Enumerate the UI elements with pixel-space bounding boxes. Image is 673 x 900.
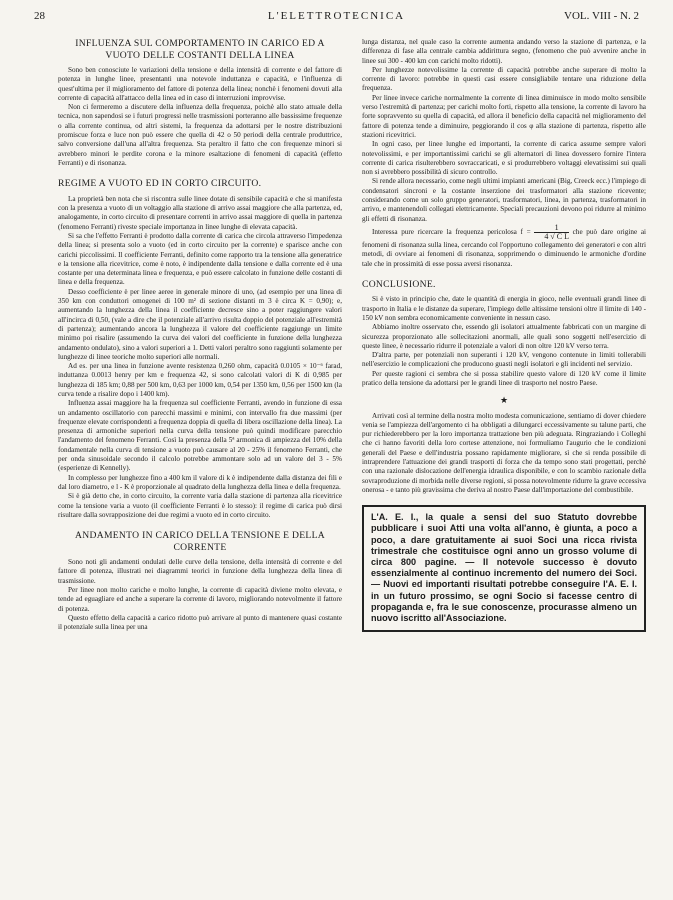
paragraph: Arrivati così al termine della nostra molto modesta comunicazione, sentiamo di dover chiedere venia se l'ampiezza dell'argomento ci ha obbligati a dilungarci eccessivamente su talune parti, che pur richiederebbero per la loro importanza trattazione ben più adeguata. Ringraziando i Colleghi che ci hanno favoriti della loro cortese attenzione, noi formuliamo l'augurio che le condizioni generali del Paese e dell'industria possano rapidamente migliorare, sì che si renda possibile di intraprendere l'attuazione dei grandi trasporti di forza che da tempo sono stati progettati, perchè con una razionale dislocazione dell'energia idraulica disponibile, e con lo scambio razionale della sovraproduzione di morbida nelle diverse regioni, si possa notevolmente ridurre la grave eccessiva onerosa - e tanto più gravissima che deriva al nostro Paese dall'importazione del combustibile. xyxy=(362,411,646,494)
section-title: REGIME A VUOTO ED IN CORTO CIRCUITO. xyxy=(58,178,262,190)
page-number: 28 xyxy=(34,10,45,22)
paragraph: Sono ben conosciute le variazioni della tensione e della intensità di corrente e del fattore di potenza in lunghe linee, presentanti una notevole induttanza e capacità, e l'influenza di quest'ultima per il miglioramento del fattore di potenza della linea; nonchè i fenomeni dovuti alla corrente di capacità all'attacco della linea ed in caso di interruzioni improvvise. xyxy=(58,66,342,102)
paragraph: Per linee non molto cariche e molto lunghe, la corrente di capacità diviene molto elevata, e tende ad eguagliare ed anche a superare la corrente di lavoro, migliorando notevolmente il fattore di potenza. xyxy=(58,586,342,613)
paragraph: Per queste ragioni ci sembra che si possa stabilire questo valore di 120 kV come il limite pratico della tensione da adottarsi per le grandi linee di trasporto nel nostro Paese. xyxy=(362,369,646,387)
section-title: INFLUENZA SUL COMPORTAMENTO IN CARICO ED A VUOTO DELLE COSTANTI DELLA LINEA xyxy=(75,38,325,61)
formula-denominator: 4 √ C L xyxy=(544,231,569,241)
paragraph: Si è visto in principio che, date le quantità di energia in gioco, nelle eventuali grandi linee di trasporto in Italia e le distanze da superare, l'impiego delle altissime tensioni oltre il limite di 140 - 150 kV non sembra economicamente conveniente in nessun caso. xyxy=(362,295,646,322)
section-title: CONCLUSIONE. xyxy=(362,278,436,290)
paragraph: Questo effetto della capacità a carico ridotto può arrivare al punto di mantenere quasi costante il potenziale sulla linea per una xyxy=(58,613,342,632)
paragraph: Influenza assai maggiore ha la frequenza sul coefficiente Ferranti, avendo in funzione di essa un andamento oscillatorio con parecchi massimi e minimi, con intervallo fra due massimi (per frequenze elevate corrispondenti a frequenza doppia di quella di libera oscillazione della linea). La presenza di armoniche superiori nella curva della tensione può quindi modificare parecchio l'andamento del fenomeno Ferranti. Così la presenza della 5ª armonica di ampiezza del 10% della fondamentale nella curva di tensione a vuoto può causare al 20 - 25% il fenomeno Ferranti, che per onda sinusoidale secondo il calcolo potrebbe ammontare solo ad un valore del 3 - 5% (esperienze di Kennelly). xyxy=(58,399,342,473)
paragraph: Per lunghezze notevolissime la corrente di capacità potrebbe anche superare di molto la corrente di lavoro: potrebbe in questi casi essere consigliabile tentare una riduzione della frequenza. xyxy=(362,65,646,93)
running-header xyxy=(34,10,639,26)
star-separator: ★ xyxy=(499,395,509,406)
paragraph: La proprietà ben nota che si riscontra sulle linee dotate di sensibile capacità e che si manifesta con la presenza a vuoto di un voltaggio alla stazione di arrivo assai maggiore che alla partenza, ed, analogamente, in corto circuito di presentare correnti in arrivo assai maggiore di quella in partenza (fenomeno Ferranti) riveste speciale importanza in linee lunghe di elevata capacità. xyxy=(58,194,342,231)
section-title: ANDAMENTO IN CARICO DELLA TENSIONE E DELLA CORRENTE xyxy=(75,530,325,553)
notice-text: L'A. E. I., la quale a sensi del suo Statuto dovrebbe pubblicare i suoi Atti una volta all'anno, è giunta, a poco a poco, a dare gratuitamente ai suoi Soci una ricca rivista trimestrale che costituisce ogni anno un grosso volume di circa 800 pagine. — Il notevole successo è dovuto essenzialmente al continuo incremento del numero dei Soci. — Nuovi ed importanti risultati potrebbe conseguire l'A. E. I. in un futuro prossimo, se ogni Socio si facesse centro di propaganda e, fra le sue conoscenze, procurasse almeno un nuovo iscritto all'Associazione. xyxy=(371,512,637,624)
journal-title: L'ELETTROTECNICA xyxy=(267,10,406,22)
volume-issue: VOL. VIII - N. 2 xyxy=(564,10,639,22)
left-column xyxy=(58,38,342,633)
formula-trailing-text: che può dare origine ai fenomeni di risonanza sulla linea, cercando col l'opportuno collegamento dei generatori e con altri metodi, di ovviare ai fenomeni di risonanza, sopprimendo o diminuendo le armoniche d'ordine tale che in prossimità di esse possa aversi risonanza. xyxy=(362,228,647,268)
paragraph: Si sa che l'effetto Ferranti è prodotto dalla corrente di carica che circola attraverso l'impedenza della linea; si presenta solo a vuoto (ed in corto circuito per la corrente) e sparisce anche con carichi piccolissimi. Il coefficiente Ferranti, definito come rapporto tra la tensione alla generatrice e la tensione alla ricevitrice, come è noto, è indipendente dalla tensione e dalla corrente ed è una costante per una determinata linea e frequenza, e può essere calcolato in funzione delle costanti di linea e della frequenza. xyxy=(58,231,342,287)
paragraph: lunga distanza, nel quale caso la corrente aumenta andando verso la stazione di partenza, e la differenza di fase alla centrale cambia addirittura segno, (fenomeno che può avvenire anche in linee sui 300 - 400 km con carichi molto ridotti). xyxy=(362,38,646,65)
resonance-formula xyxy=(534,224,569,241)
paragraph: Desso coefficiente è per linee aeree in generale minore di uno, (ad esempio per una linea di 350 km con conduttori omogenei di 100 m² di sezione distanti m 3 è circa K = 0,90); e, aumentando la lunghezza della linea il coefficiente decresce sino a poter raggiungere valori all'incirca di 0,50, (vale a dire che il potenziale all'arrivo risulta doppio del potenziale all'estremità di partenza); aumentando ancora la lunghezza il valore del coefficiente raggiunge un limite minimo poi risalire (assumendo la curva dei valori del coefficiente in funzione della lunghezza andamento ondulato), sino a valori superiori a 1. Detti valori peraltro sono raggiunti solamente per lunghezze di linee teoriche molto superiori alle normali. xyxy=(58,287,342,361)
paragraph: In ogni caso, per linee lunghe ed importanti, la corrente di carica assume sempre valori notevolissimi, e per importantissimi carichi se gli alternatori di linea dovessero fornire l'intera corrente di carica risulterebbero sovraccaricati, e si produrrebbero voltaggi elevatissimi sui quali non si avrebbero possibilità di sicuro controllo. xyxy=(362,140,646,177)
paragraph: Si rende allora necessario, come negli ultimi impianti americani (Big, Creeck ecc.) l'impiego di condensatori sincroni e la costante inserzione dei trasformatori alla stazione ricevente; considerando come un solo gruppo generatori, trasformatori, linea, in partenza, trasformatori in arrivo, e mantenendoli collegati elettricamente. Speciali precauzioni devono poi ridurre al minimo gli effetti di risonanza. xyxy=(362,177,646,223)
paragraph: Non ci fermeremo a discutere della influenza della frequenza, poichè allo stato attuale della tecnica, non sapendosi se i futuri progressi nelle trasmissioni porteranno alle bassissime frequenze o alla corrente continua, od altri sistemi, la frequenza da adottarsi per le nostre distribuzioni promiscue forza e luce non può essere che quella di 42 o 50 periodi della centrale produttrice, salvo conversione dall'una all'altra frequenza. Sta peraltro il fatto che con frequenze minori si avrebbero minori le perdite corona e la minore esaltazione di fenomeni di capacità (effetto Ferranti) e di risonanza. xyxy=(58,103,342,167)
paragraph: Ad es. per una linea in funzione avente resistenza 0,260 ohm, capacità 0.0105 × 10⁻⁶ farad, induttanza 0.0013 henry per km e frequenza 42, si sono calcolati valori di K di 0,985 per lunghezza di 185 km; 0,88 per 500 km, 0,63 per 1000 km, 0,54 per 1350 km, 0,56 per 1500 km (la curva tende a risalire dopo i 1400 km). xyxy=(58,362,342,398)
paragraph: Sono noti gli andamenti ondulati delle curve della tensione, della intensità di corrente e del fattore di potenza, illustrati nei diagrammi teorici in funzione della lunghezza della linea di trasmissione. xyxy=(58,558,342,585)
formula-numerator: 1 xyxy=(534,224,569,233)
paragraph: Abbiamo inoltre osservato che, essendo gli isolatori attualmente fabbricati con un margine di sicurezza proporzionato alle sollecitazioni anormali, alle quali sono soggetti nell'esercizio di queste linee, è necessario ridurre il potenziale a valori di non oltre 120 kV verso terra. xyxy=(362,323,646,350)
formula-lead-text: Interessa pure ricercare la frequenza pericolosa f = xyxy=(372,228,531,237)
right-column xyxy=(362,38,646,632)
association-notice-box xyxy=(362,505,646,632)
formula-paragraph xyxy=(362,224,646,269)
paragraph: Per linee invece cariche normalmente la corrente di linea diminuisce in modo molto sensibile verso l'estremità di partenza; per carichi molto forti, rispetto alla tensione, la corrente di lavoro ha forte sopravvento su quella di capacità, ed allora il beneficio della capacità nel miglioramento del fattore di potenza tende a diminuire, peggiorando il cos φ alla stazione di partenza, rispetto alle stazioni ricevitrici. xyxy=(362,93,646,139)
paragraph: Si è già detto che, in corto circuito, la corrente varia dalla stazione di partenza alla ricevitrice come la tensione varia a vuoto (il coefficiente Ferranti è lo stesso): il regime di carica può dirsi risultare dalla sovrapposizione dei due regimi a vuoto ed in corto circuito. xyxy=(58,492,342,519)
paragraph: D'altra parte, per potenziali non superanti i 120 kV, vengono contenute in limiti tollerabili nell'esercizio le complicazioni che producono guasti negli isolatori e gli incidenti nel servizio. xyxy=(362,351,646,369)
paragraph: In complesso per lunghezze fino a 400 km il valore di k è indipendente dalla distanza dei fili e dal loro diametro, e l - K è proporzionale al quadrato della lunghezza della linea e della frequenza. xyxy=(58,473,342,491)
